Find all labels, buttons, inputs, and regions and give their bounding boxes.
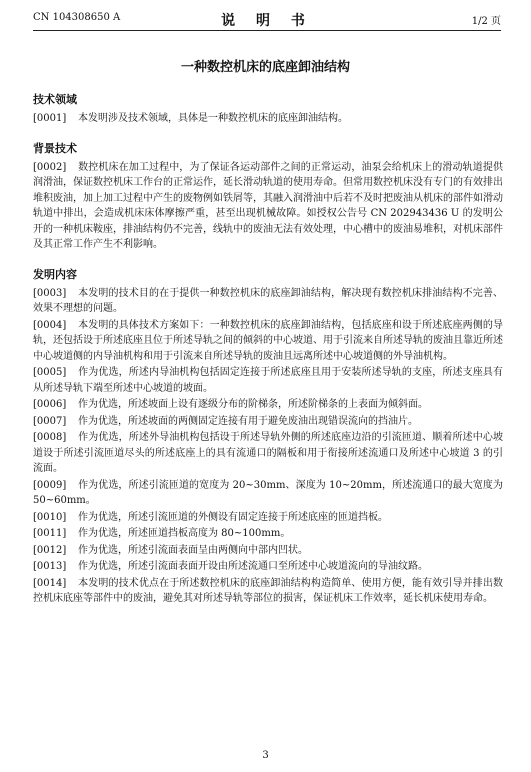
page-reference: 1/2 页	[471, 16, 501, 27]
document-type: 说 明 书	[221, 13, 313, 29]
paragraph-number: [0013]	[33, 561, 67, 572]
paragraph-text: 本发明的具体技术方案如下：一种数控机床的底座卸油结构，包括底座和设于所述底座两侧的导轨，还包括设于所述底座且位于所述导轨之间的倾斜的中心坡道、用于引流来自所述导轨的废油且靠近所述中心坡道侧的内导油机构和用于引流来自所述导轨的废油且远离所述中心坡道侧的外导油机构。	[33, 319, 503, 362]
paragraph-text: 作为优选，所述坡面上设有逐级分布的阶梯条，所述阶梯条的上表面为倾斜面。	[78, 399, 428, 410]
paragraph-number: [0011]	[33, 528, 67, 539]
paragraph-number: [0003]	[33, 287, 67, 299]
paragraph-text: 作为优选，所述内导油机构包括固定连接于所述底座且用于安装所述导轨的支座，所述支座具有从所述导轨下端至所述中心坡道的坡面。	[33, 367, 503, 394]
paragraph-0003	[33, 286, 503, 317]
paragraph-text: 本发明的技术优点在于所述数控机床的底座卸油结构构造简单、使用方便，能有效引导并排出数控机床底座等部件中的废油，避免其对所述导轨等部位的损害，保证机床工作效率，延长机床使用寿命。	[33, 577, 503, 604]
paragraph-text: 作为优选，所述引流匝道的宽度为 20~30mm、深度为 10~20mm，所述流通口的最大宽度为 50~60mm。	[33, 479, 503, 506]
document-number: CN 104308650 A	[33, 12, 121, 23]
paragraph-text: 作为优选，所述外导油机构包括设于所述导轨外侧的所述底座边沿的引流匝道、顺着所述中心坡道设于所述引流匝道尽头的所述底座上的具有流通口的隔板和用于衔接所述流通口及所述中心坡道 3 的引流面。	[33, 432, 503, 474]
paragraph-text: 作为优选，所述坡面的两侧固定连接有用于避免废油出现错误流向的挡油片。	[78, 415, 418, 427]
paragraph-number: [0010]	[33, 511, 67, 523]
paragraph-text: 作为优选，所述匝道挡板高度为 80~100mm。	[78, 528, 291, 539]
paragraph-0008	[33, 430, 503, 477]
paragraph-0013	[33, 559, 503, 575]
section-heading-technical-field: 技术领域	[33, 93, 77, 106]
paragraph-0007	[33, 414, 503, 430]
document-title: 一种数控机床的底座卸油结构	[180, 60, 350, 75]
section-heading-summary: 发明内容	[33, 267, 77, 281]
page-header	[33, 10, 501, 31]
paragraph-text: 作为优选，所述引流面表面呈由两侧向中部内凹状。	[78, 544, 308, 556]
paragraph-0006	[33, 397, 503, 413]
paragraph-text: 数控机床在加工过程中，为了保证各运动部件之间的正常运动，油泵会给机床上的滑动轨道提供润滑油，保证数控机床工作台的正常运作，延长滑动轨道的使用寿命。但常用数控机床没有专门的有效排出堆积废油，加上加工过程中产生的废物例如铁屑等，其融入润滑油中后若不及时把废油从机床的部件如滑动轨道中排出，会造成机床床体摩擦严重，甚至出现机械故障。如授权公告号 CN 202943436 U 的发明公开的一种机床鞍座，排油结构仍不完善，线轨中的废油无法有效处理，中心槽中的废油易堆积，对机床部件及其正常工作产生不利影响。	[33, 161, 503, 250]
paragraph-text: 本发明的技术目的在于提供一种数控机床的底座卸油结构，解决现有数控机床排油结构不完善、效果不理想的问题。	[33, 287, 503, 314]
paragraph-number: [0002]	[33, 161, 67, 173]
document-body	[33, 82, 503, 608]
paragraph-number: [0004]	[33, 319, 67, 331]
paragraph-text: 作为优选，所述引流面表面开设由所述流通口至所述中心坡道流向的导油纹路。	[78, 561, 428, 572]
paragraph-number: [0012]	[33, 544, 67, 556]
paragraph-number: [0008]	[33, 432, 67, 443]
paragraph-0002	[33, 160, 503, 253]
paragraph-number: [0001]	[33, 113, 67, 124]
page-number: 3	[262, 750, 269, 761]
paragraph-number: [0006]	[33, 399, 67, 410]
paragraph-0001	[33, 111, 503, 127]
paragraph-0005	[33, 365, 503, 396]
paragraph-number: [0014]	[33, 577, 67, 589]
paragraph-0004	[33, 318, 503, 365]
section-heading-background: 背景技术	[33, 141, 77, 155]
paragraph-number: [0007]	[33, 415, 67, 427]
paragraph-0011	[33, 526, 503, 542]
paragraph-text: 作为优选，所述引流匝道的外侧设有固定连接于所述底座的匝道挡板。	[78, 511, 388, 523]
paragraph-0014	[33, 576, 503, 607]
paragraph-0010	[33, 510, 503, 526]
paragraph-text: 本发明涉及技术领域，具体是一种数控机床的底座卸油结构。	[78, 113, 348, 124]
paragraph-number: [0009]	[33, 479, 67, 491]
paragraph-number: [0005]	[33, 367, 67, 378]
paragraph-0012	[33, 543, 503, 559]
paragraph-0009	[33, 478, 503, 509]
